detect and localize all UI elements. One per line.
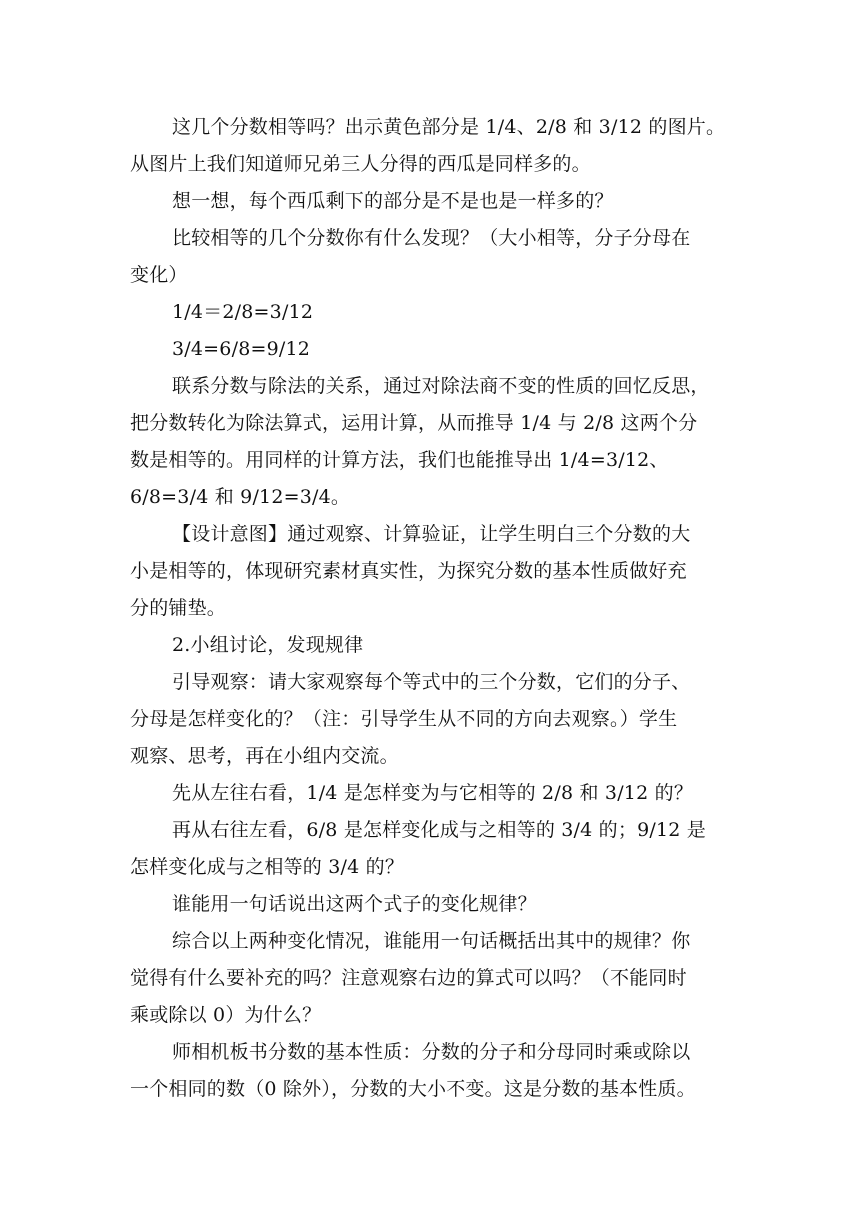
equation-line: 1/4＝2/8=3/12 bbox=[172, 301, 314, 323]
text-line: 观察、思考，再在小组内交流。 bbox=[130, 745, 399, 767]
text-line: 变化） bbox=[130, 264, 188, 286]
text-line: 先从左往右看，1/4 是怎样变为与它相等的 2/8 和 3/12 的？ bbox=[172, 782, 694, 804]
text-line: 乘或除以 0）为什么？ bbox=[130, 1004, 322, 1026]
text-line: 联系分数与除法的关系，通过对除法商不变的性质的回忆反思， bbox=[172, 375, 710, 397]
text-line: 比较相等的几个分数你有什么发现？（大小相等，分子分母在 bbox=[172, 227, 691, 249]
text-line: 综合以上两种变化情况，谁能用一句话概括出其中的规律？你 bbox=[172, 930, 691, 952]
section-heading: 2.小组讨论，发现规律 bbox=[172, 634, 364, 656]
text-line: 从图片上我们知道师兄弟三人分得的西瓜是同样多的。 bbox=[130, 153, 591, 175]
text-line: 引导观察：请大家观察每个等式中的三个分数，它们的分子、 bbox=[172, 671, 691, 693]
text-line: 数是相等的。用同样的计算方法，我们也能推导出 1/4=3/12、 bbox=[130, 449, 669, 471]
text-line: 想一想，每个西瓜剩下的部分是不是也是一样多的？ bbox=[172, 190, 614, 212]
text-line: 小是相等的，体现研究素材真实性，为探究分数的基本性质做好充 bbox=[130, 560, 687, 582]
text-line: 再从右往左看，6/8 是怎样变化成与之相等的 3/4 的；9/12 是 bbox=[172, 819, 706, 841]
design-intent-line: 【设计意图】通过观察、计算验证，让学生明白三个分数的大 bbox=[172, 523, 691, 545]
text-line: 分的铺垫。 bbox=[130, 597, 227, 619]
equation-line: 3/4=6/8=9/12 bbox=[172, 338, 311, 360]
text-line: 分母是怎样变化的？（注：引导学生从不同的方向去观察。）学生 bbox=[130, 708, 678, 730]
text-line: 6/8=3/4 和 9/12=3/4。 bbox=[130, 486, 351, 508]
text-line: 把分数转化为除法算式，运用计算，从而推导 1/4 与 2/8 这两个分 bbox=[130, 412, 698, 434]
text-line: 一个相同的数（0 除外），分数的大小不变。这是分数的基本性质。 bbox=[130, 1078, 696, 1100]
text-line: 谁能用一句话说出这两个式子的变化规律？ bbox=[172, 893, 537, 915]
text-line: 怎样变化成与之相等的 3/4 的？ bbox=[130, 856, 405, 878]
text-line: 这几个分数相等吗？出示黄色部分是 1/4、2/8 和 3/12 的图片。 bbox=[172, 116, 726, 138]
text-line: 师相机板书分数的基本性质：分数的分子和分母同时乘或除以 bbox=[172, 1041, 691, 1063]
text-line: 觉得有什么要补充的吗？注意观察右边的算式可以吗？（不能同时 bbox=[130, 967, 687, 989]
